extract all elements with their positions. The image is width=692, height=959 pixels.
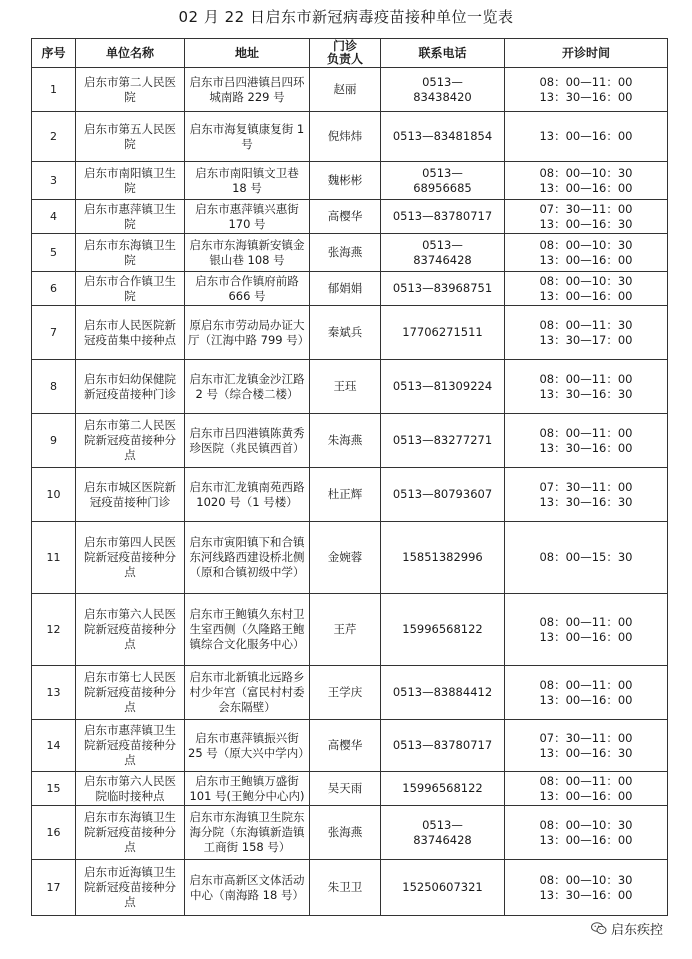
cell-phone [381,720,505,772]
cell-unit: 启东市南阳镇卫生院 [76,162,185,200]
hours-line: 08：00—10：30 [539,165,633,180]
table-row [32,200,668,234]
table-row [32,272,668,306]
cell-phone [381,112,505,162]
cell-head: 张海燕 [310,234,381,272]
cell-no: 6 [32,272,76,306]
cell-head: 王学庆 [310,666,381,720]
hours-line: 13：00—16：00 [539,629,633,644]
cell-unit: 启东市第七人民医院新冠疫苗接种分点 [76,666,185,720]
cell-unit: 启东市近海镇卫生院新冠疫苗接种分点 [76,860,185,916]
hours-line: 13：00—16：30 [539,216,633,231]
cell-head: 倪炜炜 [310,112,381,162]
cell-unit: 启东市第六人民医院临时接种点 [76,772,185,806]
watermark [588,918,666,939]
phone-line: 15996568122 [402,622,483,636]
hours-line: 08：00—11：00 [539,773,633,788]
cell-address: 启东市惠萍镇振兴街 25 号（原大兴中学内） [185,720,310,772]
hours-line: 13：00—16：30 [539,745,633,760]
cell-no: 3 [32,162,76,200]
cell-phone [381,200,505,234]
table-row [32,162,668,200]
cell-head: 高樱华 [310,720,381,772]
hours-line: 13：30—16：00 [539,440,633,455]
cell-unit: 启东市东海镇卫生院 [76,234,185,272]
phone-line: 17706271511 [402,325,483,339]
cell-hours [505,594,668,666]
cell-hours [505,68,668,112]
vaccination-sites-table [31,38,668,916]
cell-hours [505,306,668,360]
hours-line: 13：00—16：00 [539,832,633,847]
hours-line: 13：30—16：30 [539,494,633,509]
hours-line: 08：00—11：00 [539,371,633,386]
watermark-text: 启东疾控 [610,923,663,938]
table-row [32,414,668,468]
header-unit: 单位名称 [76,39,185,68]
cell-address: 启东市吕四港镇陈黄秀珍医院（兆民镇西首） [185,414,310,468]
cell-no: 9 [32,414,76,468]
cell-unit: 启东市城区医院新冠疫苗接种门诊 [76,468,185,522]
cell-no: 17 [32,860,76,916]
cell-hours [505,666,668,720]
cell-head: 朱海燕 [310,414,381,468]
hours-line: 08：00—15：30 [539,550,633,564]
phone-line: 15851382996 [402,550,483,564]
cell-unit: 启东市合作镇卫生院 [76,272,185,306]
cell-phone [381,162,505,200]
cell-head: 吴天雨 [310,772,381,806]
cell-phone [381,234,505,272]
table-row [32,594,668,666]
cell-unit: 启东市第五人民医院 [76,112,185,162]
cell-address: 启东市北新镇北远路乡村少年宫（富民村村委会东隔壁） [185,666,310,720]
hours-line: 07：30—11：00 [539,201,633,216]
cell-address: 启东市惠萍镇兴惠街 170 号 [185,200,310,234]
cell-phone [381,360,505,414]
cell-address: 启东市南阳镇文卫巷 18 号 [185,162,310,200]
cell-unit: 启东市人民医院新冠疫苗集中接种点 [76,306,185,360]
hours-line: 13：00—16：00 [539,180,633,195]
cell-address: 启东市海复镇康复街 1 号 [185,112,310,162]
cell-unit: 启东市第二人民医院 [76,68,185,112]
table-row [32,666,668,720]
cell-hours [505,720,668,772]
cell-hours [505,468,668,522]
phone-line: 83746428 [413,832,472,847]
hours-line: 13：30—16：00 [539,89,633,104]
phone-line: 0513—83884412 [392,685,493,699]
hours-line: 08：00—11：00 [539,677,633,692]
phone-line: 83438420 [413,89,472,104]
hours-line: 13：00—16：00 [539,252,633,267]
phone-line: 83746428 [413,252,472,267]
hours-line: 13：30—16：30 [539,386,633,401]
cell-head: 朱卫卫 [310,860,381,916]
cell-address: 启东市吕四港镇吕四环城南路 229 号 [185,68,310,112]
header-hours: 开诊时间 [505,39,668,68]
phone-line: 15250607321 [402,880,483,894]
header-head-line1: 门诊 [332,39,357,53]
cell-unit: 启东市第二人民医院新冠疫苗接种分点 [76,414,185,468]
table-row [32,720,668,772]
table-row [32,522,668,594]
hours-line: 08：00—11：00 [539,614,633,629]
cell-hours [505,772,668,806]
table-row [32,772,668,806]
table-row [32,112,668,162]
cell-head: 高樱华 [310,200,381,234]
table-row [32,306,668,360]
cell-no: 5 [32,234,76,272]
cell-hours [505,162,668,200]
cell-no: 2 [32,112,76,162]
cell-head: 王芹 [310,594,381,666]
header-head [310,39,381,68]
cell-phone [381,68,505,112]
hours-line: 07：30—11：00 [539,730,633,745]
phone-line: 0513—83968751 [392,281,493,295]
cell-address: 启东市汇龙镇南苑西路 1020 号（1 号楼） [185,468,310,522]
phone-line: 0513—83277271 [392,433,493,447]
cell-unit: 启东市妇幼保健院新冠疫苗接种门诊 [76,360,185,414]
cell-unit: 启东市惠萍镇卫生院 [76,200,185,234]
cell-no: 11 [32,522,76,594]
cell-phone [381,666,505,720]
cell-address: 启东市寅阳镇下和合镇东河线路西建设桥北侧（原和合镇初级中学） [185,522,310,594]
cell-hours [505,272,668,306]
table-header-row [32,39,668,68]
cell-address: 原启东市劳动局办证大厅（江海中路 799 号） [185,306,310,360]
page-title: 02 月 22 日启东市新冠病毒疫苗接种单位一览表 [178,8,514,26]
cell-phone [381,522,505,594]
phone-line: 0513— [422,165,463,180]
cell-no: 10 [32,468,76,522]
cell-phone [381,414,505,468]
cell-no: 8 [32,360,76,414]
header-head-line2: 负责人 [326,52,363,66]
cell-unit: 启东市东海镇卫生院新冠疫苗接种分点 [76,806,185,860]
cell-address: 启东市高新区文体活动中心（南海路 18 号） [185,860,310,916]
table-row [32,860,668,916]
cell-address: 启东市东海镇新安镇金银山巷 108 号 [185,234,310,272]
cell-phone [381,806,505,860]
phone-line: 0513— [422,817,463,832]
cell-hours [505,234,668,272]
cell-no: 7 [32,306,76,360]
cell-unit: 启东市第六人民医院新冠疫苗接种分点 [76,594,185,666]
cell-head: 魏彬彬 [310,162,381,200]
cell-head: 王珏 [310,360,381,414]
hours-line: 08：00—11：00 [539,74,633,89]
header-phone: 联系电话 [381,39,505,68]
cell-head: 秦斌兵 [310,306,381,360]
cell-phone [381,306,505,360]
hours-line: 08：00—11：00 [539,425,633,440]
hours-line: 13：00—16：00 [539,788,633,803]
cell-unit: 启东市第四人民医院新冠疫苗接种分点 [76,522,185,594]
table-row [32,806,668,860]
cell-no: 14 [32,720,76,772]
hours-line: 13：00—16：00 [539,692,633,707]
hours-line: 13：30—16：00 [539,887,633,902]
phone-line: 0513—80793607 [392,487,493,501]
table-row [32,360,668,414]
phone-line: 0513— [422,74,463,89]
wechat-icon [591,922,607,935]
hours-line: 13：00—16：00 [539,129,633,143]
table-row [32,468,668,522]
cell-phone [381,468,505,522]
cell-address: 启东市王鲍镇万盛街 101 号(王鲍分中心内) [185,772,310,806]
cell-phone [381,272,505,306]
hours-line: 08：00—10：30 [539,237,633,252]
cell-no: 16 [32,806,76,860]
cell-head: 郁娟娟 [310,272,381,306]
cell-no: 12 [32,594,76,666]
phone-line: 15996568122 [402,781,483,795]
cell-address: 启东市汇龙镇金沙江路 2 号（综合楼二楼） [185,360,310,414]
phone-line: 0513—83780717 [392,209,493,223]
header-no: 序号 [32,39,76,68]
cell-hours [505,522,668,594]
cell-phone [381,594,505,666]
cell-no: 4 [32,200,76,234]
cell-head: 杜正辉 [310,468,381,522]
cell-hours [505,360,668,414]
hours-line: 08：00—10：30 [539,273,633,288]
cell-hours [505,200,668,234]
hours-line: 08：00—10：30 [539,872,633,887]
cell-unit: 启东市惠萍镇卫生院新冠疫苗接种分点 [76,720,185,772]
hours-line: 08：00—11：30 [539,317,633,332]
cell-hours [505,112,668,162]
cell-hours [505,414,668,468]
hours-line: 08：00—10：30 [539,817,633,832]
cell-hours [505,860,668,916]
cell-head: 张海燕 [310,806,381,860]
cell-no: 13 [32,666,76,720]
cell-address: 启东市东海镇卫生院东海分院（东海镇新造镇工商街 158 号） [185,806,310,860]
phone-line: 0513— [422,237,463,252]
cell-address: 启东市合作镇府前路 666 号 [185,272,310,306]
cell-head: 赵丽 [310,68,381,112]
cell-head: 金婉蓉 [310,522,381,594]
phone-line: 68956685 [413,180,472,195]
phone-line: 0513—83481854 [392,129,493,143]
table-row [32,68,668,112]
cell-phone [381,772,505,806]
hours-line: 13：30—17：00 [539,332,633,347]
cell-no: 1 [32,68,76,112]
cell-no: 15 [32,772,76,806]
cell-hours [505,806,668,860]
table-row [32,234,668,272]
phone-line: 0513—83780717 [392,738,493,752]
hours-line: 07：30—11：00 [539,479,633,494]
cell-address: 启东市王鲍镇久东村卫生室西侧（久隆路王鲍镇综合文化服务中心） [185,594,310,666]
header-address: 地址 [185,39,310,68]
hours-line: 13：00—16：00 [539,288,633,303]
cell-phone [381,860,505,916]
phone-line: 0513—81309224 [392,379,493,393]
